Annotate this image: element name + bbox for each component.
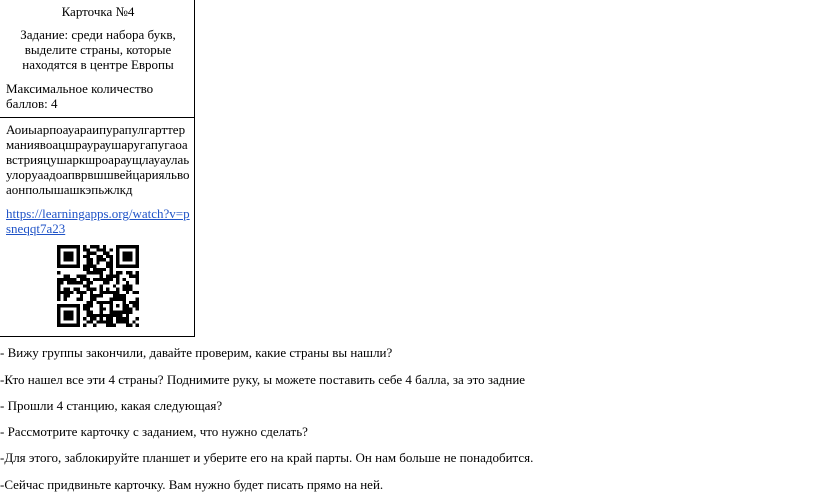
dialogue-line: - Вижу группы закончили, давайте проверим, какие страны вы нашли? [0, 345, 393, 360]
dialogue-line: -Для этого, заблокируйте планшет и уберите его на край парты. Он нам больше не понадобится. [0, 450, 534, 465]
dialogue-line: - Прошли 4 станцию, какая следующая? [0, 398, 223, 413]
card-max-score: Максимальное количество баллов: 4 [6, 81, 154, 111]
card-content-cell [0, 118, 194, 336]
learningapps-link[interactable]: https://learningapps.org/watch?v=psneqqt7a23 [6, 206, 190, 236]
task-card [0, 0, 195, 337]
qr-code-icon [57, 245, 139, 327]
card-title: Карточка №4 [61, 4, 135, 19]
dialogue-line: -Кто нашел все эти 4 страны? Поднимите руку, ы можете поставить себе 4 балла, за это задние [0, 372, 526, 387]
card-task: Задание: среди набора букв, выделите страны, которые находятся в центре Европы [20, 27, 176, 72]
dialogue-line: -Сейчас придвиньте карточку. Вам нужно будет писать прямо на ней. [0, 477, 384, 492]
card-header-cell [0, 0, 194, 118]
letter-set: Аоиыарпоауараипурапулгарттерманиявоацшраураушаругапугаоавстрияцушаркшроараущлауаулаьулоруаадоапврвшшвейцарияльвоаонполышашкэпьжлкд [6, 122, 190, 197]
dialogue-line: - Рассмотрите карточку с заданием, что нужно сделать? [0, 424, 308, 439]
